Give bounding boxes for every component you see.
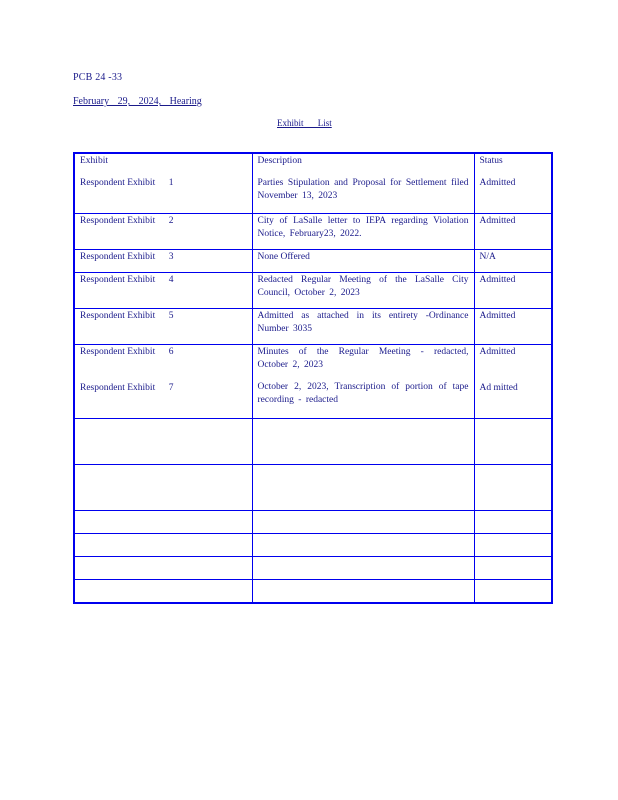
exhibit-number: 6 [168, 347, 174, 357]
exhibit-id [80, 215, 247, 228]
status-cell [474, 214, 552, 250]
exhibit-description: October 2, 2023, Transcription of portion of tape recording - redacted [257, 382, 469, 405]
empty-cell [252, 419, 474, 465]
empty-cell [74, 419, 252, 465]
empty-cell [74, 557, 252, 580]
exhibit-description: Parties Stipulation and Proposal for Settlement filed November 13, 2023 [257, 178, 469, 201]
exhibit-cell [74, 214, 252, 250]
exhibit-description: Admitted as attached in its entirety -Ordinance Number 3035 [257, 311, 469, 334]
exhibit-id [80, 274, 247, 287]
exhibit-number: 5 [168, 311, 174, 321]
empty-cell [474, 465, 552, 511]
exhibit-label: Respondent Exhibit [80, 311, 156, 321]
exhibit-number: 3 [168, 252, 174, 262]
exhibit-description: None Offered [257, 252, 310, 262]
exhibit-description: City of LaSalle letter to IEPA regarding Violation Notice, February23, 2022. [257, 216, 469, 239]
empty-table-row [74, 580, 552, 604]
description-cell [252, 345, 474, 419]
table-row [74, 250, 552, 273]
table-row [74, 214, 552, 250]
case-number: PCB 24 -33 [73, 72, 123, 83]
empty-cell [252, 580, 474, 604]
status-cell [474, 309, 552, 345]
empty-cell [474, 534, 552, 557]
exhibit-id [80, 251, 247, 264]
exhibit-status: Admitted [479, 347, 516, 357]
table-row [74, 153, 552, 214]
exhibit-id [80, 177, 247, 190]
table-row [74, 273, 552, 309]
exhibit-label: Respondent Exhibit [80, 275, 156, 285]
exhibit-status: Admitted [479, 216, 516, 226]
empty-cell [74, 534, 252, 557]
exhibit-id [80, 310, 247, 323]
exhibit-description: Redacted Regular Meeting of the LaSalle City Council, October 2, 2023 [257, 275, 469, 298]
exhibit-cell [74, 345, 252, 419]
empty-table-row [74, 419, 552, 465]
description-cell [252, 309, 474, 345]
exhibit-cell [74, 309, 252, 345]
empty-cell [252, 557, 474, 580]
empty-table-row [74, 465, 552, 511]
exhibit-status: Admitted [479, 178, 516, 188]
exhibit-status: Admitted [479, 275, 516, 285]
empty-cell [474, 580, 552, 604]
empty-table-row [74, 511, 552, 534]
empty-table-row [74, 557, 552, 580]
empty-cell [474, 511, 552, 534]
exhibit-number: 1 [168, 178, 174, 188]
exhibit-number: 2 [168, 216, 174, 226]
column-header-description: Description [257, 156, 302, 166]
exhibit-label: Respondent Exhibit [80, 347, 156, 357]
exhibit-description: Minutes of the Regular Meeting - redacted, October 2, 2023 [257, 347, 469, 370]
exhibit-status: N/A [479, 252, 496, 262]
exhibit-table [73, 152, 553, 604]
description-cell [252, 273, 474, 309]
exhibit-number: 7 [168, 383, 174, 393]
description-cell [252, 214, 474, 250]
exhibit-status: Ad mitted [479, 383, 518, 393]
empty-cell [74, 465, 252, 511]
table-row [74, 345, 552, 419]
table-row [74, 309, 552, 345]
exhibit-cell [74, 273, 252, 309]
column-header-exhibit: Exhibit [80, 156, 108, 166]
description-cell [252, 153, 474, 214]
empty-cell [74, 511, 252, 534]
empty-cell [252, 465, 474, 511]
empty-cell [252, 534, 474, 557]
hearing-date-line: February 29, 2024, Hearing [73, 96, 202, 107]
exhibit-label: Respondent Exhibit [80, 252, 156, 262]
empty-cell [252, 511, 474, 534]
exhibit-status: Admitted [479, 311, 516, 321]
status-cell [474, 345, 552, 419]
exhibit-number: 4 [168, 275, 174, 285]
exhibit-label: Respondent Exhibit [80, 383, 156, 393]
status-cell [474, 273, 552, 309]
exhibit-id [80, 346, 247, 359]
empty-table-row [74, 534, 552, 557]
empty-cell [474, 419, 552, 465]
status-cell [474, 250, 552, 273]
column-header-status: Status [479, 156, 503, 166]
exhibit-cell [74, 153, 252, 214]
status-cell [474, 153, 552, 214]
exhibit-label: Respondent Exhibit [80, 216, 156, 226]
description-cell [252, 250, 474, 273]
exhibit-cell [74, 250, 252, 273]
empty-cell [474, 557, 552, 580]
empty-cell [74, 580, 252, 604]
exhibit-label: Respondent Exhibit [80, 178, 156, 188]
exhibit-list-title: Exhibit List [277, 118, 332, 128]
exhibit-id [80, 382, 247, 395]
